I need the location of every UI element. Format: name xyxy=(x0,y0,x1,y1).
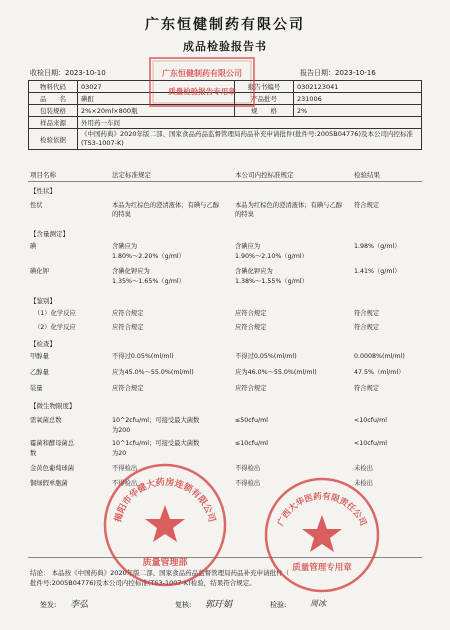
document-title: 成品检验报告书 xyxy=(183,40,267,53)
right-stamp-sub: 质量管理专用章 xyxy=(292,563,352,573)
mold-result: <10cfu/ml xyxy=(354,440,387,447)
methanol-name: 甲醇量 xyxy=(30,353,49,360)
methanol-result: 0.0008%(ml/ml) xyxy=(354,353,405,360)
id2-internal: 应符合规定 xyxy=(235,324,267,331)
report-date: 报告日期：2023-10-16 xyxy=(300,69,376,77)
ki-legal-1: 含碘化钾应为 xyxy=(112,268,150,275)
pseudo-result: 未检出 xyxy=(354,480,373,487)
pseudo-legal: 不得检出 xyxy=(112,480,138,487)
top-stamp-line-1: 广东恒健制药有限公司 xyxy=(162,69,242,78)
staph-legal: 不得检出 xyxy=(112,465,138,472)
bact-result: <10cfu/ml xyxy=(354,417,387,424)
pseudo-name: 铜绿假单胞菌 xyxy=(30,480,68,487)
mold-name-2: 数 xyxy=(30,450,37,457)
mold-legal-2: 为20 xyxy=(112,450,127,457)
trait-legal: 本品为红棕色的澄清液体；有碘与乙醇的特臭 xyxy=(112,202,220,218)
ethanol-legal: 应为45.0%～55.0%(ml/ml) xyxy=(112,369,194,376)
staph-result: 未检出 xyxy=(354,465,373,472)
tester-signature: 周冰 xyxy=(310,599,326,608)
trait-result: 符合规定 xyxy=(354,202,380,209)
mold-internal: ≤10cfu/ml xyxy=(235,440,268,447)
spec-value: 2% xyxy=(294,105,422,117)
fill-result: 符合规定 xyxy=(354,385,380,392)
company-title: 广东恒健制药有限公司 xyxy=(145,17,305,33)
iodine-internal-2: 1.90%～2.10%（g/ml） xyxy=(235,253,308,260)
ethanol-name: 乙醇量 xyxy=(30,369,49,376)
fill-name: 装量 xyxy=(30,385,43,392)
distributor-seal xyxy=(262,475,382,595)
iodine-legal-2: 1.80%～2.20%（g/ml） xyxy=(112,253,185,260)
report-no: 0302123041 xyxy=(294,81,422,93)
section-traits: 【性状】 xyxy=(30,187,56,195)
col-result-header: 检验结果 xyxy=(354,171,380,179)
package-label: 包装规格 xyxy=(29,105,78,117)
reviewer-label: 复核: xyxy=(175,601,192,609)
col-internal-header: 本公司内控标准规定 xyxy=(235,171,294,179)
iodine-name: 碘 xyxy=(30,243,37,250)
section-micro: 【微生物限度】 xyxy=(30,402,76,410)
id2-name: （2）化学反应 xyxy=(34,324,76,331)
conclusion-line-2: 批件号:2005B04776)及本公司内控标准(TS3-1007-K)检验，结果符合规定。 xyxy=(30,579,256,587)
bact-legal-2: 为200 xyxy=(112,427,131,434)
mold-legal-1: 10^1cfu/ml；可接受最大菌数 xyxy=(112,440,200,447)
ki-internal-2: 1.38%～1.55%（g/ml） xyxy=(235,278,308,285)
reviewer-signature: 郭玗娟 xyxy=(205,600,233,610)
company-inspection-stamp xyxy=(148,56,256,108)
bact-legal-1: 10^2cfu/ml；可接受最大菌数 xyxy=(112,417,200,424)
batch-label: 产品批号 xyxy=(235,93,294,105)
source-label: 样品来源 xyxy=(29,117,78,129)
header-divider xyxy=(28,181,422,182)
id1-name: （1）化学反应 xyxy=(34,310,76,317)
id2-legal: 应符合规定 xyxy=(112,324,144,331)
fill-legal: 应符合规定 xyxy=(112,385,144,392)
receive-date: 收检日期：2023-10-10 xyxy=(30,69,106,77)
name-label: 品 名 xyxy=(29,93,78,105)
pseudo-internal: 不得检出 xyxy=(235,480,261,487)
section-content: 【含量测定】 xyxy=(30,230,69,238)
bact-internal: ≤50cfu/ml xyxy=(235,417,268,424)
tester-label: 检验: xyxy=(270,601,287,609)
conclusion-line-1: 结论： 本品按《中国药典》2020年版二部、国家食品药品监督管理局药品补充申请批件（ xyxy=(30,569,290,577)
product-name: 碘酊 xyxy=(78,93,235,105)
batch-number: 231006 xyxy=(294,93,422,105)
iodine-internal-1: 含碘应为 xyxy=(235,243,261,250)
mold-name-1: 霉菌和酵母菌总 xyxy=(30,440,75,447)
id1-internal: 应符合规定 xyxy=(235,310,267,317)
issuer-label: 签发: xyxy=(40,601,57,609)
ethanol-result: 47.5%（ml/ml） xyxy=(354,369,405,376)
ki-result: 1.41%（g/ml） xyxy=(354,268,401,275)
iodine-legal-1: 含碘应为 xyxy=(112,243,138,250)
bact-name: 需氧菌总数 xyxy=(30,417,62,424)
staph-internal: 不得检出 xyxy=(235,465,261,472)
id1-legal: 应符合规定 xyxy=(112,310,144,317)
methanol-internal: 不得过0.05%(ml/ml) xyxy=(235,353,297,360)
basis-label: 检验依据 xyxy=(29,129,78,150)
trait-internal: 本品为红棕色的澄清液体；有碘与乙醇的特臭 xyxy=(235,202,343,218)
id2-result: 符合规定 xyxy=(354,324,380,331)
trait-name: 性状 xyxy=(30,202,43,209)
left-stamp-sub: 质量管理部 xyxy=(142,558,188,568)
top-stamp-line-2: 质量检验报告专用章 xyxy=(168,87,236,96)
pharmacy-seal xyxy=(100,460,230,590)
col-item-header: 项目名称 xyxy=(30,171,56,179)
report-no-label: 报告书编号 xyxy=(235,81,294,93)
fill-internal: 应符合规定 xyxy=(235,385,267,392)
sample-source: 外用药一车间 xyxy=(78,117,422,129)
iodine-result: 1.98%（g/ml） xyxy=(354,243,401,250)
section-check: 【检查】 xyxy=(30,340,56,348)
staph-name: 金黄色葡萄球菌 xyxy=(30,465,75,472)
ki-legal-2: 1.35%～1.65%（g/ml） xyxy=(112,278,185,285)
ki-name: 碘化钾 xyxy=(30,268,49,275)
issuer-signature: 李弘 xyxy=(70,600,89,610)
material-code-label: 物料代码 xyxy=(29,81,78,93)
spec-label: 规 格 xyxy=(235,105,294,117)
section-identification: 【鉴别】 xyxy=(30,297,56,305)
right-stamp-name: 广西大华医药有限责任公司 xyxy=(276,491,368,528)
left-stamp-name: 揭阳市华健大药房连锁有限公司 xyxy=(113,477,217,524)
methanol-legal: 不得过0.05%(ml/ml) xyxy=(112,353,174,360)
id1-result: 符合规定 xyxy=(354,310,380,317)
package-spec: 2%×20ml×800瓶 xyxy=(78,105,235,117)
col-legal-header: 法定标准规定 xyxy=(112,171,151,179)
test-basis: 《中国药典》2020年版二部、国家食品药品监督管理局药品补充申请批件(批件号:2005B04776)及本公司内控标准(TS3-1007-K) xyxy=(78,129,422,150)
material-code: 03027 xyxy=(78,81,235,93)
ki-internal-1: 含碘化钾应为 xyxy=(235,268,273,275)
ethanol-internal: 应为46.0%～55.0%(ml/ml) xyxy=(235,369,317,376)
